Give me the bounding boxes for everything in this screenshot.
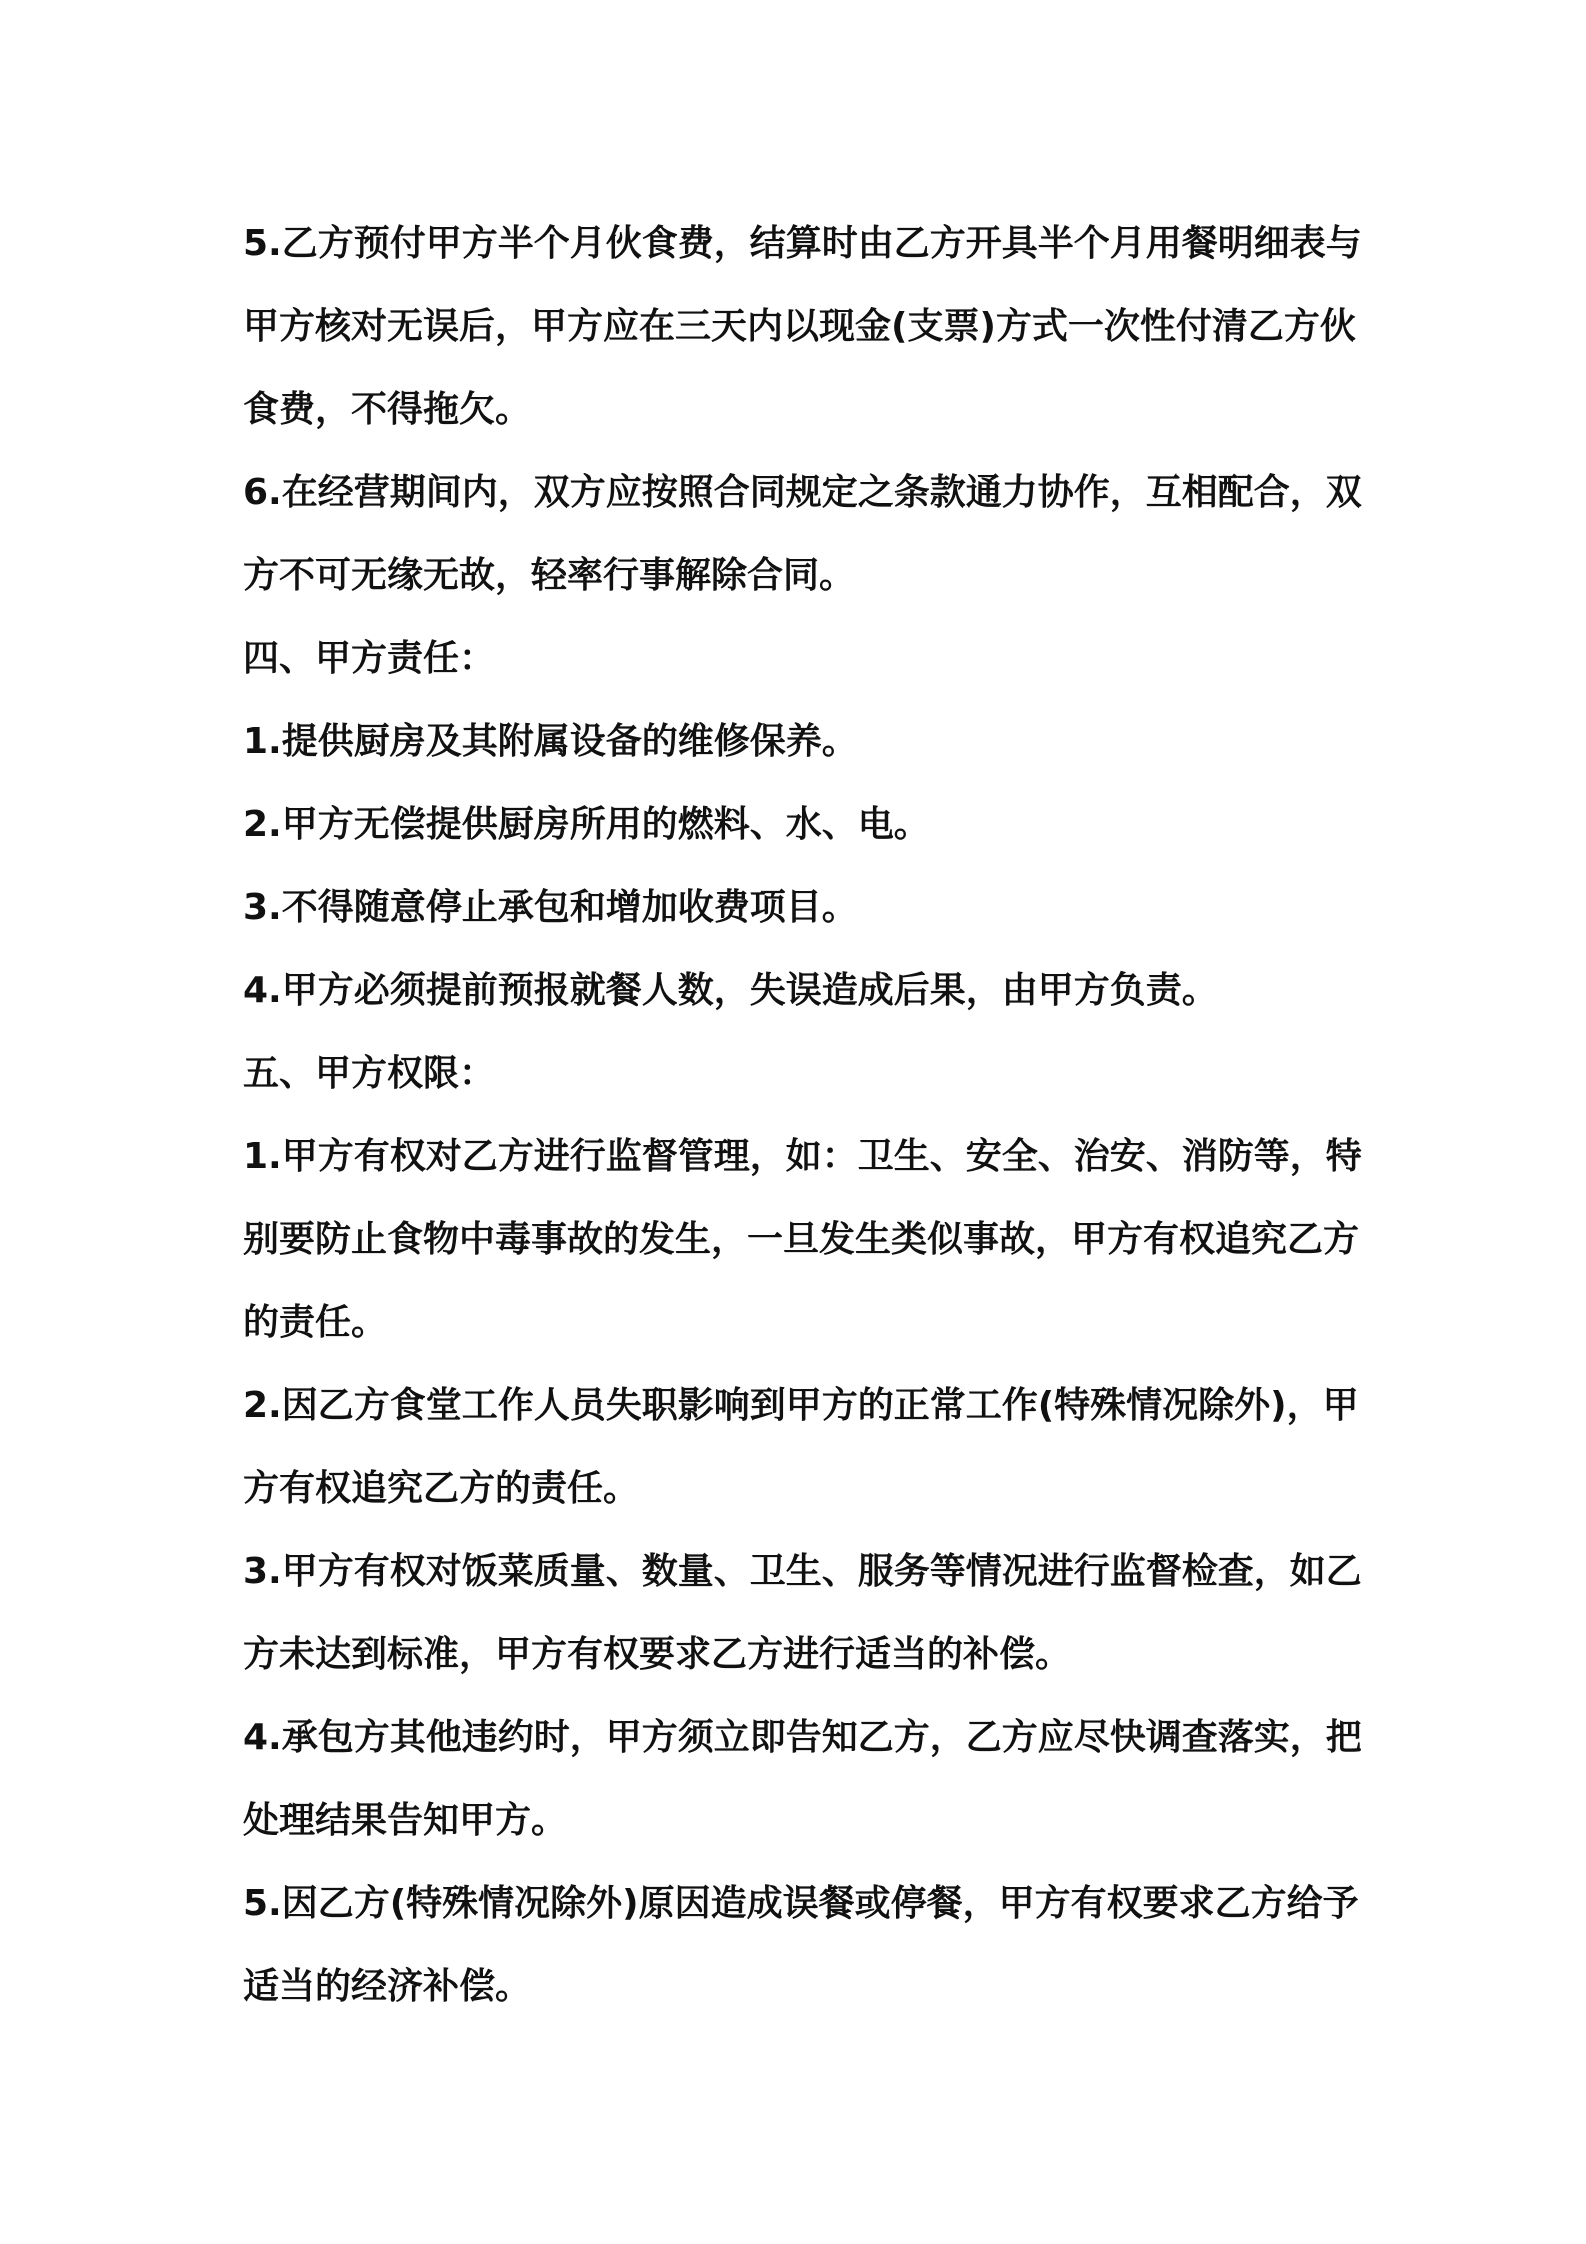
clause-prepayment: 5.乙方预付甲方半个月伙食费，结算时由乙方开具半个月用餐明细表与甲方核对无误后，甲方应在三天内以现金(支票)方式一次性付清乙方伙食费，不得拖欠。 [243,223,1362,430]
clause-cooperation: 6.在经营期间内，双方应按照合同规定之条款通力协作，互相配合，双方不可无缘无故，轻率行事解除合同。 [243,472,1362,596]
duty-item-1: 1.提供厨房及其附属设备的维修保养。 [243,721,858,762]
duty-item-2: 2.甲方无偿提供厨房所用的燃料、水、电。 [243,804,930,845]
right-item-5: 5.因乙方(特殊情况除外)原因造成误餐或停餐，甲方有权要求乙方给予适当的经济补偿。 [243,1883,1359,2007]
duty-item-3: 3.不得随意停止承包和增加收费项目。 [243,887,858,928]
duty-item-4: 4.甲方必须提前预报就餐人数，失误造成后果，由甲方负责。 [243,970,1218,1011]
right-item-1: 1.甲方有权对乙方进行监督管理，如：卫生、安全、治安、消防等，特别要防止食物中毒事故的发生，一旦发生类似事故，甲方有权追究乙方的责任。 [243,1136,1362,1343]
right-item-2: 2.因乙方食堂工作人员失职影响到甲方的正常工作(特殊情况除外)，甲方有权追究乙方的责任。 [243,1385,1359,1509]
document-body [243,202,1363,2028]
right-item-4: 4.承包方其他违约时，甲方须立即告知乙方，乙方应尽快调查落实，把处理结果告知甲方。 [243,1717,1362,1841]
right-item-3: 3.甲方有权对饭菜质量、数量、卫生、服务等情况进行监督检查，如乙方未达到标准，甲方有权要求乙方进行适当的补偿。 [243,1551,1362,1675]
section-heading-party-a-rights: 五、甲方权限： [243,1053,496,1094]
section-heading-party-a-duties: 四、甲方责任： [243,638,496,679]
